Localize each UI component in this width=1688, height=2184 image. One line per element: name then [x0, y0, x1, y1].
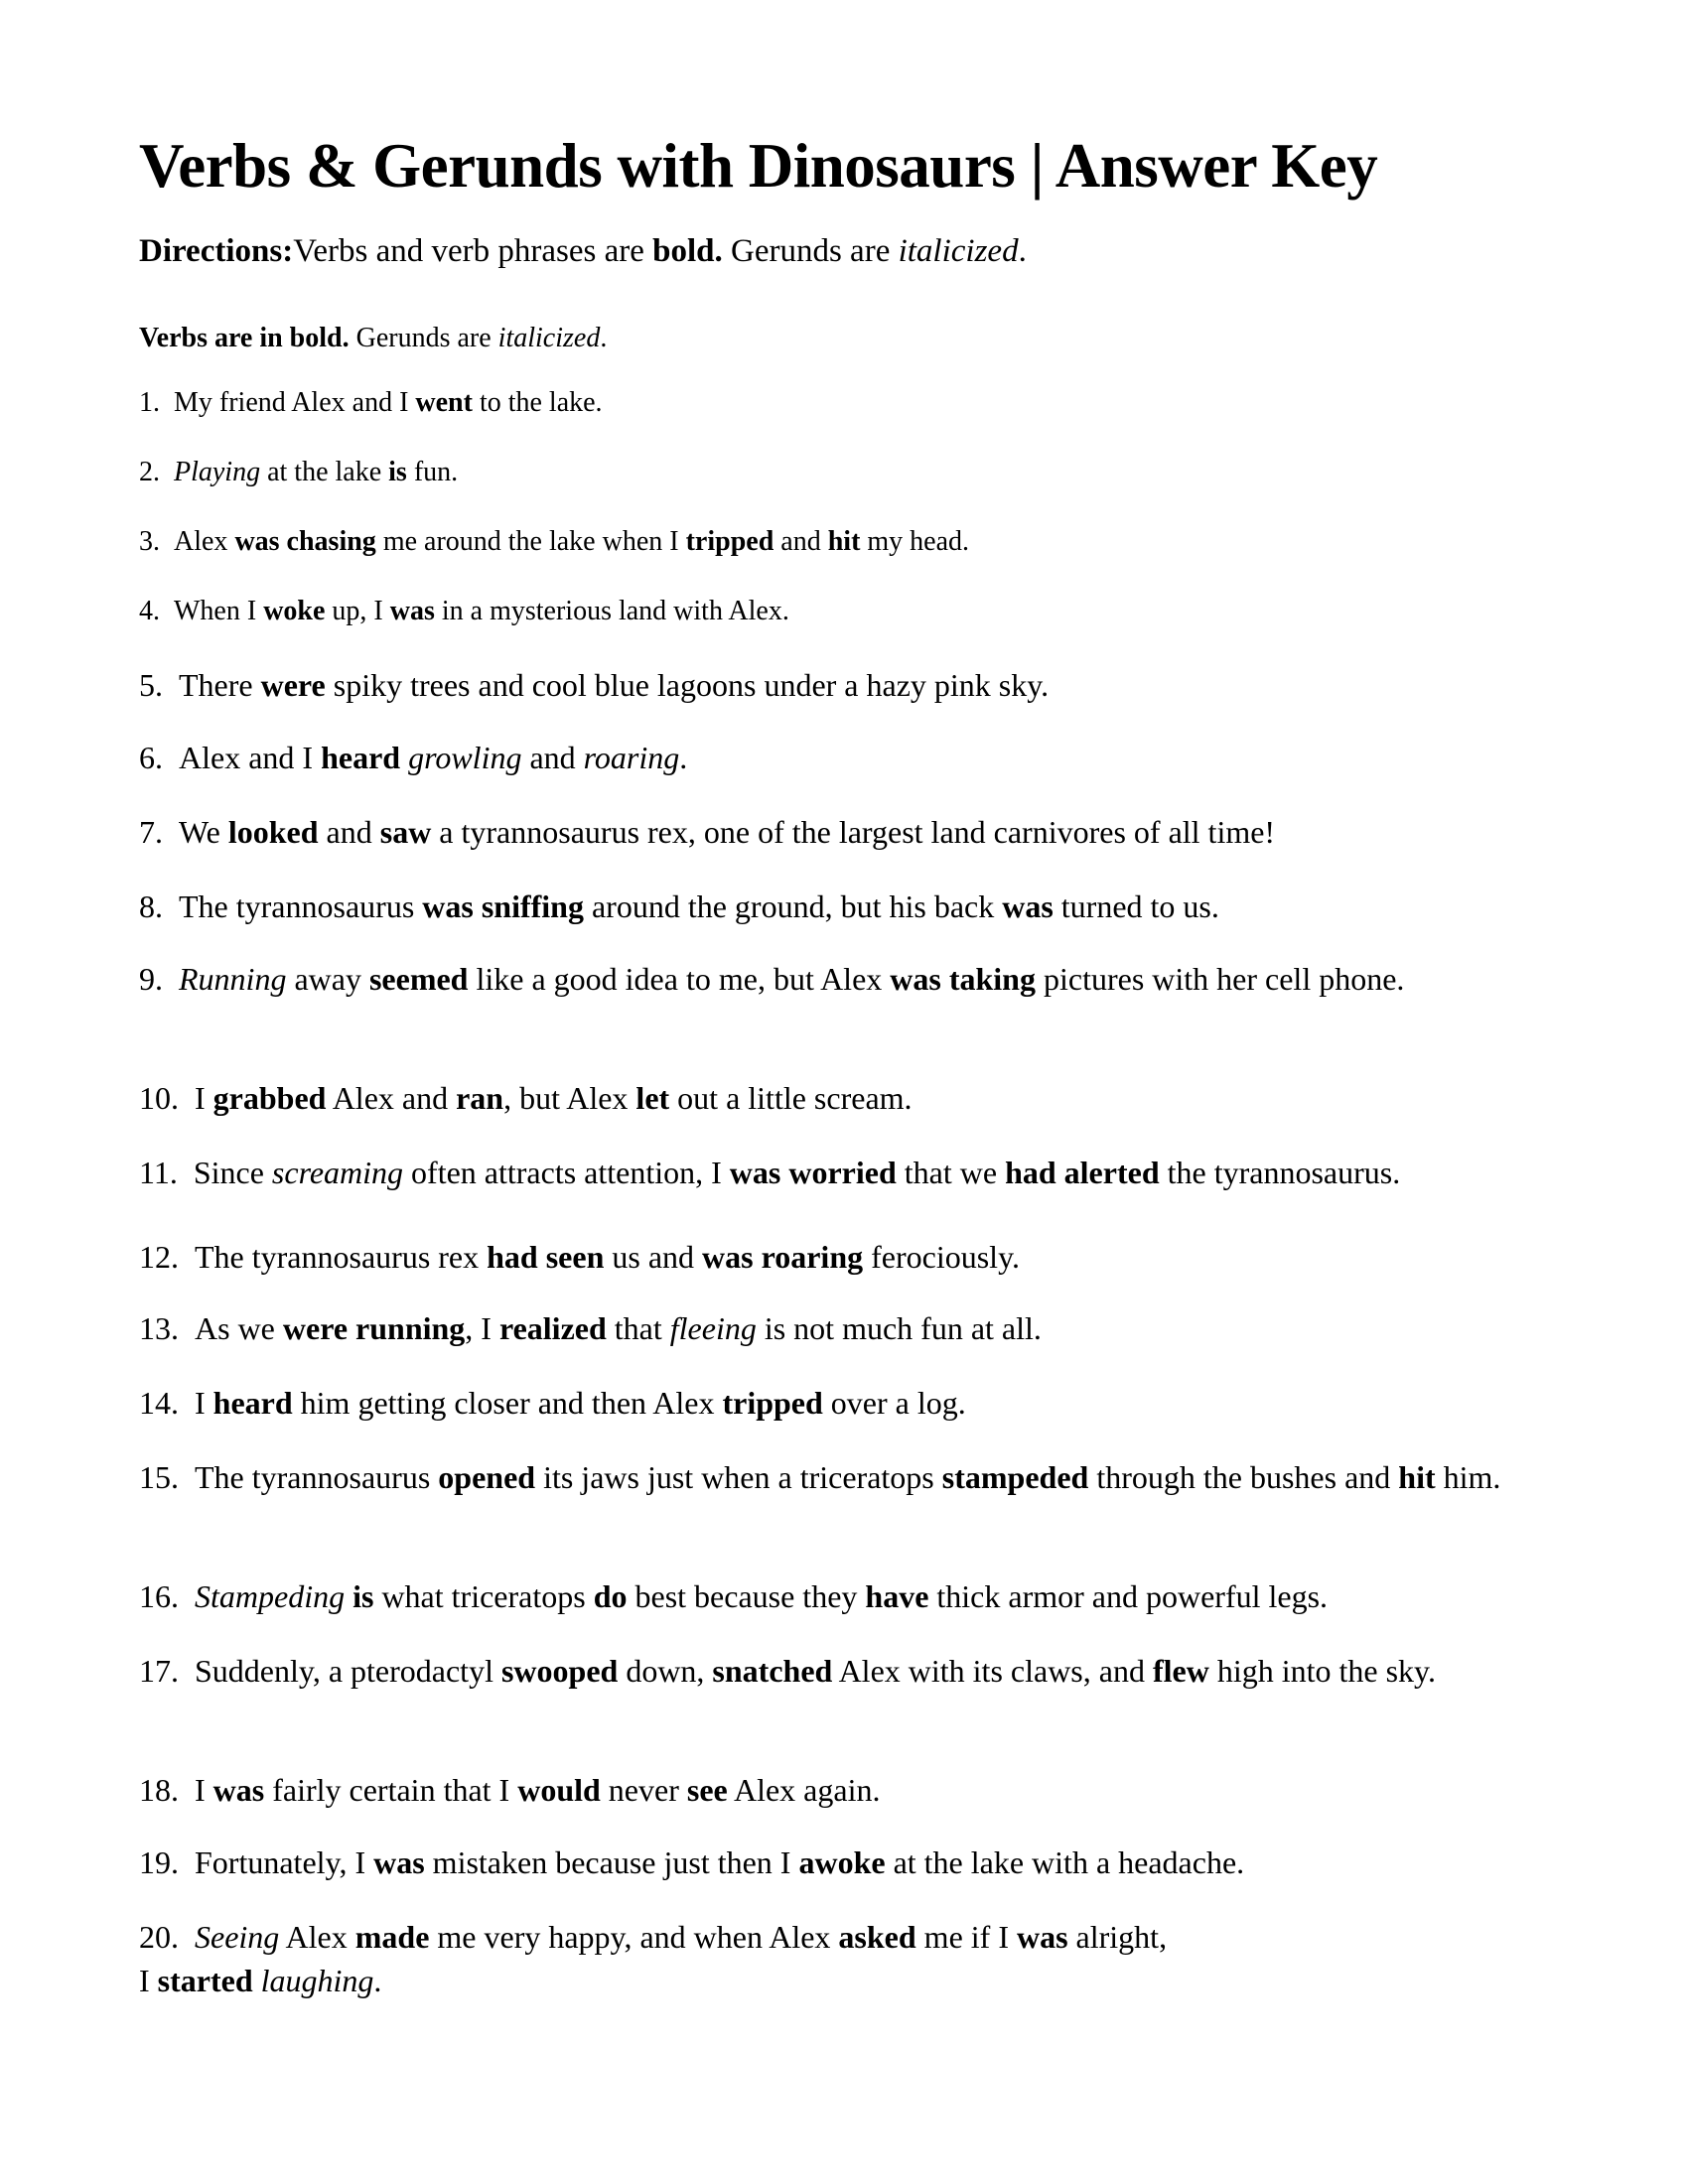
item-text: around the ground, but his back	[583, 888, 1003, 924]
item-text: , I	[465, 1310, 499, 1346]
answer-item	[139, 520, 1569, 564]
item-number: 16.	[139, 1578, 179, 1614]
answer-item	[139, 736, 1569, 779]
subheading-bold: Verbs are in bold.	[139, 323, 350, 353]
answer-item	[139, 1076, 1569, 1120]
item-text: thick armor and powerful legs.	[928, 1578, 1329, 1614]
verb: have	[865, 1578, 929, 1614]
answer-item	[139, 1574, 1569, 1618]
verb: heard	[321, 740, 401, 775]
directions-bold-word: bold.	[652, 233, 723, 269]
item-text: ferociously.	[863, 1239, 1020, 1275]
item-text: through the bushes and	[1088, 1459, 1399, 1495]
item-text: my head.	[860, 526, 970, 557]
item-number: 17.	[139, 1653, 179, 1689]
item-text: , but Alex	[503, 1080, 636, 1116]
verb: looked	[227, 814, 319, 850]
directions-text-mid: Gerunds are	[722, 233, 899, 269]
verb: was	[1016, 1919, 1068, 1955]
item-text: a tyrannosaurus rex, one of the largest land carnivores of all time!	[431, 814, 1276, 850]
verb: was sniffing	[422, 888, 584, 924]
item-text	[400, 740, 408, 775]
verb: started	[157, 1963, 253, 1998]
item-text: up, I	[325, 596, 390, 626]
item-text	[345, 1578, 352, 1614]
item-text: us and	[604, 1239, 703, 1275]
item-text: him getting closer and then Alex	[292, 1385, 723, 1421]
item-text: mistaken because just then I	[424, 1844, 799, 1880]
answer-item	[139, 1768, 1569, 1812]
subheading	[139, 322, 607, 355]
answer-item	[139, 810, 1569, 854]
item-text: pictures with her cell phone.	[1035, 961, 1405, 997]
item-text: never	[600, 1772, 687, 1808]
item-number: 10.	[139, 1080, 179, 1116]
item-text: me around the lake when I	[375, 526, 686, 557]
item-text: fun.	[406, 457, 459, 487]
item-text: that we	[896, 1155, 1006, 1190]
item-text: that	[606, 1310, 670, 1346]
directions-text: Verbs and verb phrases are	[293, 233, 653, 269]
item-number: 3.	[139, 526, 160, 557]
directions-end: .	[1018, 233, 1027, 269]
verb: saw	[379, 814, 432, 850]
verb: made	[354, 1919, 430, 1955]
verb: were running	[282, 1310, 466, 1346]
item-text: out a little scream.	[669, 1080, 913, 1116]
item-text: We	[179, 814, 228, 850]
item-number: 13.	[139, 1310, 179, 1346]
verb: went	[415, 387, 473, 418]
item-number: 8.	[139, 888, 163, 924]
item-number: 9.	[139, 961, 163, 997]
item-text: to the lake.	[472, 387, 603, 418]
verb: grabbed	[212, 1080, 327, 1116]
verb: was worried	[729, 1155, 897, 1190]
verb: hit	[827, 526, 861, 557]
verb: do	[593, 1578, 628, 1614]
item-text: over a log.	[822, 1385, 966, 1421]
page-title: Verbs & Gerunds with Dinosaurs | Answer Key	[139, 131, 1378, 201]
gerund: roaring	[583, 740, 680, 775]
verb: was	[373, 1844, 425, 1880]
verb: stampeded	[941, 1459, 1089, 1495]
item-number: 6.	[139, 740, 163, 775]
item-number: 5.	[139, 667, 163, 703]
answer-item	[139, 663, 1569, 707]
answer-item	[139, 590, 1569, 633]
gerund: growling	[408, 740, 522, 775]
item-text: away	[286, 961, 369, 997]
item-text: .	[679, 740, 688, 775]
verb: heard	[212, 1385, 293, 1421]
item-text: is not much fun at all.	[756, 1310, 1042, 1346]
item-number: 18.	[139, 1772, 179, 1808]
subheading-end: .	[600, 323, 608, 353]
verb: realized	[498, 1310, 607, 1346]
verb: was taking	[890, 961, 1036, 997]
verb: tripped	[685, 526, 774, 557]
answer-item	[139, 1841, 1569, 1884]
answer-item	[139, 1455, 1569, 1499]
verb: snatched	[712, 1653, 833, 1689]
verb: flew	[1152, 1653, 1209, 1689]
item-text: Alex again.	[727, 1772, 881, 1808]
verb: was	[389, 596, 435, 626]
gerund: screaming	[271, 1155, 404, 1190]
item-text: what triceratops	[373, 1578, 594, 1614]
directions	[139, 232, 1027, 272]
item-text: Fortunately, I	[195, 1844, 374, 1880]
verb: see	[686, 1772, 728, 1808]
verb: were	[260, 667, 326, 703]
item-text: My friend Alex and I	[174, 387, 416, 418]
item-number: 4.	[139, 596, 160, 626]
item-text: I	[195, 1080, 213, 1116]
item-text: The tyrannosaurus	[195, 1459, 439, 1495]
item-text: down,	[618, 1653, 713, 1689]
item-text: high into the sky.	[1208, 1653, 1436, 1689]
item-text: turned to us.	[1053, 888, 1219, 924]
item-number: 7.	[139, 814, 163, 850]
item-text: Alex and	[326, 1080, 457, 1116]
verb: swooped	[500, 1653, 619, 1689]
item-text: him.	[1435, 1459, 1501, 1495]
item-text: best because they	[627, 1578, 866, 1614]
item-text: The tyrannosaurus rex	[195, 1239, 488, 1275]
item-text: The tyrannosaurus	[179, 888, 423, 924]
item-text: me very happy, and when Alex	[429, 1919, 839, 1955]
item-text: Alex and I	[179, 740, 322, 775]
answer-item	[139, 957, 1549, 1001]
item-text: There	[179, 667, 261, 703]
item-text: and	[318, 814, 380, 850]
item-number: 20.	[139, 1919, 179, 1955]
answer-item	[139, 451, 1569, 494]
item-text: When I	[174, 596, 264, 626]
verb: seemed	[368, 961, 469, 997]
verb: ran	[456, 1080, 504, 1116]
verb: asked	[838, 1919, 916, 1955]
item-text: I	[195, 1772, 213, 1808]
answer-item	[139, 1649, 1569, 1693]
item-text: Alex with its claws, and	[832, 1653, 1153, 1689]
item-text: I	[139, 1963, 158, 1998]
answer-item	[139, 1306, 1569, 1350]
gerund: Running	[179, 961, 287, 997]
gerund: fleeing	[669, 1310, 757, 1346]
directions-italic-word: italicized	[898, 233, 1019, 269]
answer-item	[139, 1235, 1569, 1279]
answer-item	[139, 1151, 1450, 1194]
item-text: Alex	[174, 526, 235, 557]
verb: was chasing	[234, 526, 376, 557]
item-text: like a good idea to me, but Alex	[468, 961, 891, 997]
item-text: in a mysterious land with Alex.	[434, 596, 789, 626]
gerund: Stampeding	[195, 1578, 346, 1614]
item-text: and	[774, 526, 828, 557]
item-text: at the lake	[260, 457, 389, 487]
item-text: .	[373, 1963, 382, 1998]
answer-item	[139, 885, 1569, 928]
item-text: often attracts attention, I	[403, 1155, 730, 1190]
answer-item	[139, 381, 1569, 425]
item-text: Suddenly, a pterodactyl	[195, 1653, 501, 1689]
item-number: 19.	[139, 1844, 179, 1880]
item-number: 12.	[139, 1239, 179, 1275]
answer-item	[139, 1915, 1569, 2002]
item-text: Since	[193, 1155, 272, 1190]
item-text: alright,	[1067, 1919, 1168, 1955]
verb: would	[517, 1772, 601, 1808]
item-text: I	[195, 1385, 213, 1421]
verb: had alerted	[1005, 1155, 1160, 1190]
item-text: fairly certain that I	[264, 1772, 518, 1808]
item-text: As we	[195, 1310, 283, 1346]
item-text: spiky trees and cool blue lagoons under a hazy pink sky.	[325, 667, 1050, 703]
verb: woke	[263, 596, 326, 626]
verb: tripped	[722, 1385, 823, 1421]
item-number: 15.	[139, 1459, 179, 1495]
verb: is	[352, 1578, 374, 1614]
verb: was	[212, 1772, 265, 1808]
item-number: 1.	[139, 387, 160, 418]
gerund: Playing	[174, 457, 261, 487]
item-text: and	[521, 740, 584, 775]
item-text	[253, 1963, 261, 1998]
item-text: at the lake with a headache.	[885, 1844, 1245, 1880]
item-number: 11.	[139, 1155, 178, 1190]
subheading-text: Gerunds are	[349, 323, 498, 353]
answer-item	[139, 1381, 1569, 1425]
item-text: the tyrannosaurus.	[1159, 1155, 1401, 1190]
verb: was	[1002, 888, 1054, 924]
verb: awoke	[798, 1844, 886, 1880]
verb: had seen	[487, 1239, 605, 1275]
subheading-italic: italicized	[497, 323, 601, 353]
gerund: laughing	[260, 1963, 374, 1998]
verb: is	[388, 457, 407, 487]
verb: opened	[438, 1459, 536, 1495]
gerund: Seeing	[195, 1919, 280, 1955]
item-text: Alex	[279, 1919, 355, 1955]
item-number: 14.	[139, 1385, 179, 1421]
verb: was roaring	[702, 1239, 864, 1275]
item-number: 2.	[139, 457, 160, 487]
verb: let	[635, 1080, 670, 1116]
verb: hit	[1398, 1459, 1436, 1495]
directions-label: Directions:	[139, 233, 294, 269]
item-text: me if I	[915, 1919, 1017, 1955]
item-text: its jaws just when a triceratops	[535, 1459, 942, 1495]
